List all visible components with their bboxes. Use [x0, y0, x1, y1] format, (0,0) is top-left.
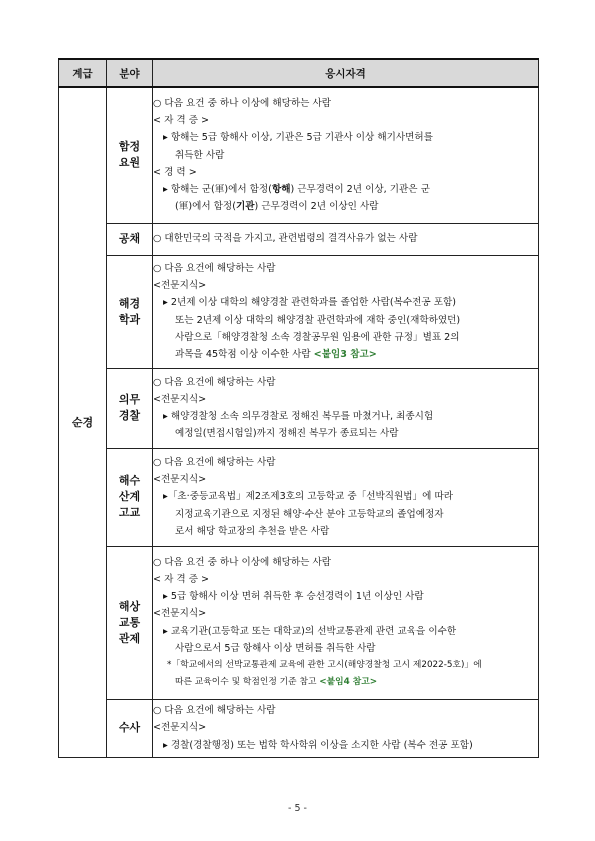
requirement-text: ○ 다음 요건 중 하나 이상에 해당하는 사람 — [153, 556, 331, 568]
requirement-text: 지정교육기관으로 지정된 해양·수산 분야 고등학교의 졸업예정자 — [175, 508, 444, 520]
section-label: <전문지식> — [153, 722, 207, 734]
requirement-text: ▸「초·중등교육법」제2조제3호의 고등학교 중「선박직원법」에 따라 — [163, 491, 454, 503]
field-label: 의무 경찰 — [118, 393, 141, 422]
section-label: <전문지식> — [153, 280, 207, 292]
requirement-text: ▸ 해양경찰청 소속 의무경찰로 정해진 복무를 마쳤거나, 최종시험 — [163, 411, 434, 422]
field-cell — [107, 546, 153, 699]
requirement-text: ○ 다음 요건에 해당하는 사람 — [153, 456, 276, 468]
requirement-text: 또는 2년제 이상 대학의 해양경찰 관련학과에 재학 중인(재학하였던) — [175, 314, 461, 326]
field-cell — [107, 223, 153, 255]
field-label: 해경 학과 — [118, 296, 141, 326]
qualification-cell — [153, 223, 539, 255]
table-row — [59, 448, 539, 546]
header-rank: 계급 — [59, 59, 107, 87]
field-cell — [107, 448, 153, 546]
section-label: <전문지식> — [153, 474, 207, 486]
table-row — [59, 368, 539, 448]
requirement-text: ▸ 교육기관(고등학교 또는 대학교)의 선박교통관제 관련 교육을 이수한 — [163, 625, 457, 637]
field-label: 공채 — [118, 232, 141, 245]
requirement-text: 예정일(면접시험일)까지 정해진 복무가 종료되는 사람 — [175, 428, 399, 440]
requirement-text: ○ 다음 요건에 해당하는 사람 — [153, 705, 276, 717]
field-label: 해상 교통 관제 — [118, 599, 141, 645]
requirement-text: ○ 다음 요건에 해당하는 사람 — [153, 262, 276, 274]
requirement-text — [153, 346, 538, 363]
section-label: <전문지식> — [153, 393, 207, 405]
table-row — [59, 546, 539, 699]
text-span: ▸ 항해는 군(軍)에서 함정( — [163, 184, 272, 196]
section-label: < 자 격 증 > — [153, 115, 210, 127]
requirement-text: 사람으로서 5급 항해사 이상 면허를 취득한 사람 — [175, 642, 376, 654]
requirement-text: 취득한 사람 — [175, 149, 225, 161]
rank-cell: 순경 — [59, 87, 107, 757]
qualification-cell — [153, 255, 539, 368]
section-label: <전문지식> — [153, 608, 207, 620]
requirement-text: 로서 해당 학교장의 추천을 받은 사람 — [175, 525, 330, 537]
footnote-text: *「학교에서의 선박교통관제 교육에 관한 고시(해양경찰청 고시 제2022-5호)」에 — [167, 659, 482, 670]
table-row — [59, 87, 539, 223]
table-row — [59, 699, 539, 757]
header-field: 분야 — [107, 59, 153, 87]
text-span: (軍)에서 함정( — [175, 201, 236, 213]
table-header-row — [59, 59, 539, 87]
table-row — [59, 255, 539, 368]
section-label: < 자 격 증 > — [153, 573, 210, 585]
field-label: 수사 — [118, 721, 141, 734]
field-label: 함정 요원 — [118, 140, 141, 170]
qualification-cell — [153, 448, 539, 546]
requirement-text: ▸ 경찰(경찰행정) 또는 법학 학사학위 이상을 소지한 사람 (복수 전공 포함) — [163, 739, 473, 751]
requirement-text — [153, 198, 538, 215]
qualification-cell — [153, 368, 539, 448]
qualification-cell — [153, 546, 539, 699]
attachment-reference: <붙임4 참고> — [319, 677, 378, 688]
requirement-text: ○ 다음 요건에 해당하는 사람 — [153, 376, 276, 388]
bold-term: 항해 — [271, 184, 291, 196]
qualification-table — [58, 58, 539, 758]
field-label: 해수 산계 고교 — [118, 474, 141, 519]
field-cell — [107, 87, 153, 223]
field-cell — [107, 255, 153, 368]
footnote-text — [153, 674, 538, 691]
qualification-cell — [153, 699, 539, 757]
qualification-cell — [153, 87, 539, 223]
page-number: - 5 - — [288, 803, 307, 814]
section-label: < 경 력 > — [153, 166, 197, 178]
requirement-text: ○ 대한민국의 국적을 가지고, 관련법령의 결격사유가 없는 사람 — [153, 233, 418, 245]
table-row — [59, 223, 539, 255]
text-span: 과목을 45학점 이상 이수한 사람 — [175, 348, 314, 360]
requirement-text: ○ 다음 요건 중 하나 이상에 해당하는 사람 — [153, 98, 331, 110]
bold-term: 기관 — [235, 201, 255, 213]
requirement-text: ▸ 5급 항해사 이상 면허 취득한 후 승선경력이 1년 이상인 사람 — [163, 591, 424, 603]
field-cell — [107, 699, 153, 757]
requirement-text — [153, 181, 538, 198]
requirement-text: ▸ 2년제 이상 대학의 해양경찰 관련학과를 졸업한 사람(복수전공 포함) — [163, 297, 457, 309]
requirement-text: ▸ 항해는 5급 항해사 이상, 기관은 5급 기관사 이상 해기사면허를 — [163, 132, 433, 144]
header-qualification: 응시자격 — [153, 59, 539, 87]
text-span: ) 근무경력이 2년 이상, 기관은 군 — [290, 184, 430, 196]
field-cell — [107, 368, 153, 448]
attachment-reference: <붙임3 참고> — [313, 348, 377, 360]
text-span: 따른 교육이수 및 학점인정 기준 참고 — [175, 677, 320, 688]
requirement-text: 사람으로「해양경찰청 소속 경찰공무원 임용에 관한 규정」별표 2의 — [175, 331, 460, 343]
text-span: ) 근무경력이 2년 이상인 사람 — [254, 201, 379, 213]
